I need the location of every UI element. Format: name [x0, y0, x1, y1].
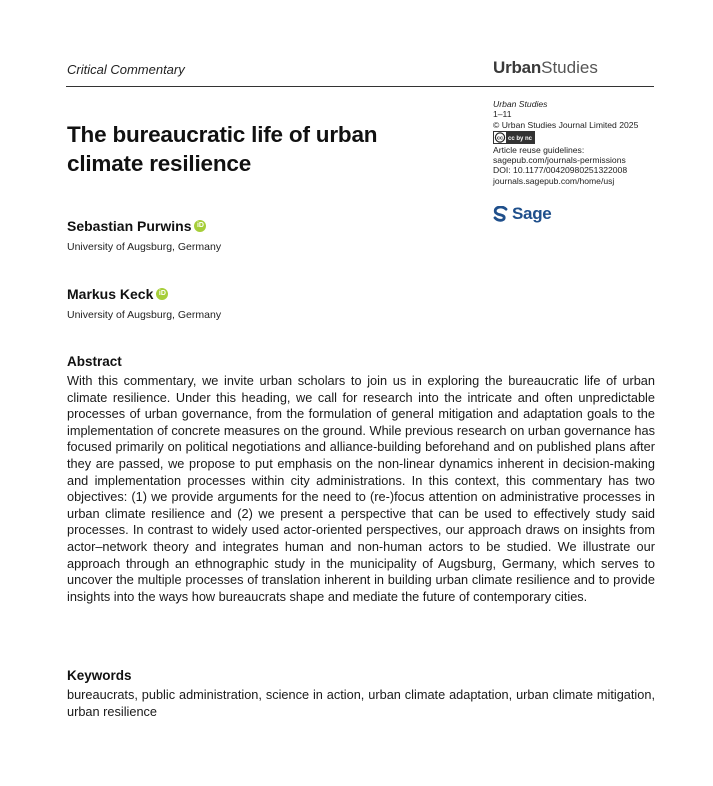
- author-block: [67, 286, 221, 321]
- title-line-1: The bureaucratic life of urban: [67, 122, 378, 147]
- orcid-icon[interactable]: iD: [194, 220, 206, 232]
- brand-part-urban: Urban: [493, 58, 542, 77]
- abstract-heading: Abstract: [67, 354, 122, 369]
- journal-brand-logo: [493, 58, 598, 78]
- article-title: [67, 120, 467, 178]
- doi[interactable]: DOI: 10.1177/00420980251322008: [493, 165, 628, 176]
- author-block: [67, 218, 221, 253]
- author-name[interactable]: Markus Keck: [67, 286, 154, 302]
- header-rule: [66, 86, 654, 87]
- sage-logo: [493, 204, 551, 224]
- section-label: Critical Commentary: [67, 62, 185, 77]
- page-range: 1–11: [493, 109, 512, 120]
- sage-wordmark: Sage: [512, 204, 552, 223]
- reuse-link[interactable]: sagepub.com/journals-permissions: [493, 155, 626, 166]
- cc-license-text: cc by nc: [507, 135, 533, 142]
- brand-part-studies: Studies: [541, 58, 598, 77]
- author-name[interactable]: Sebastian Purwins: [67, 218, 192, 234]
- cc-license-icon: [493, 131, 535, 144]
- journal-home-link[interactable]: journals.sagepub.com/home/usj: [493, 175, 615, 186]
- svg-text:cc: cc: [496, 135, 504, 142]
- author-affiliation: University of Augsburg, Germany: [67, 241, 222, 253]
- journal-name: Urban Studies: [493, 99, 548, 109]
- journal-meta: [493, 99, 638, 186]
- abstract-text: With this commentary, we invite urban scholars to join us in exploring the bureaucratic life of urban climate resilience. Under this heading, we call for research into the intricate and often unpredictable processes of urban governance, from the formulation of general mitigation and adaptation goals to the implementation of concrete measures on the ground. While previous research on urban governance has focused primarily on political negotiations and alliance-building beforehand and on published plans after they are passed, we propose to put emphasis on the non-linear dynamics inherent in decision-making and implementation processes within city administrations. In this context, this commentary has two objectives: (1) we provide arguments for the need to (re-)focus attention on administrative processes in urban climate resilience and (2) we present a perspective that can be used to effectively study said processes. In contrast to widely used actor-oriented perspectives, our approach draws on insights from actor–network theory and integrates human and non-human actors to be studied. We illustrate our approach through an ethnographic study in the municipality of Augsburg, Germany, which serves to uncover the multiple processes of translation inherent in building urban climate resilience and to provide insights into the ways how bureaucrats shape and mediate the future of contemporary cities.: [67, 373, 655, 604]
- sage-s-icon: [493, 206, 508, 223]
- orcid-icon[interactable]: iD: [156, 288, 168, 300]
- reuse-label: Article reuse guidelines:: [493, 144, 585, 155]
- copyright: © Urban Studies Journal Limited 2025: [493, 119, 639, 130]
- title-line-2: climate resilience: [67, 151, 252, 176]
- keywords-text: bureaucrats, public administration, science in action, urban climate adaptation, urban climate mitigation, urban resilience: [67, 687, 655, 719]
- keywords-heading: Keywords: [67, 668, 132, 683]
- author-affiliation: University of Augsburg, Germany: [67, 309, 222, 321]
